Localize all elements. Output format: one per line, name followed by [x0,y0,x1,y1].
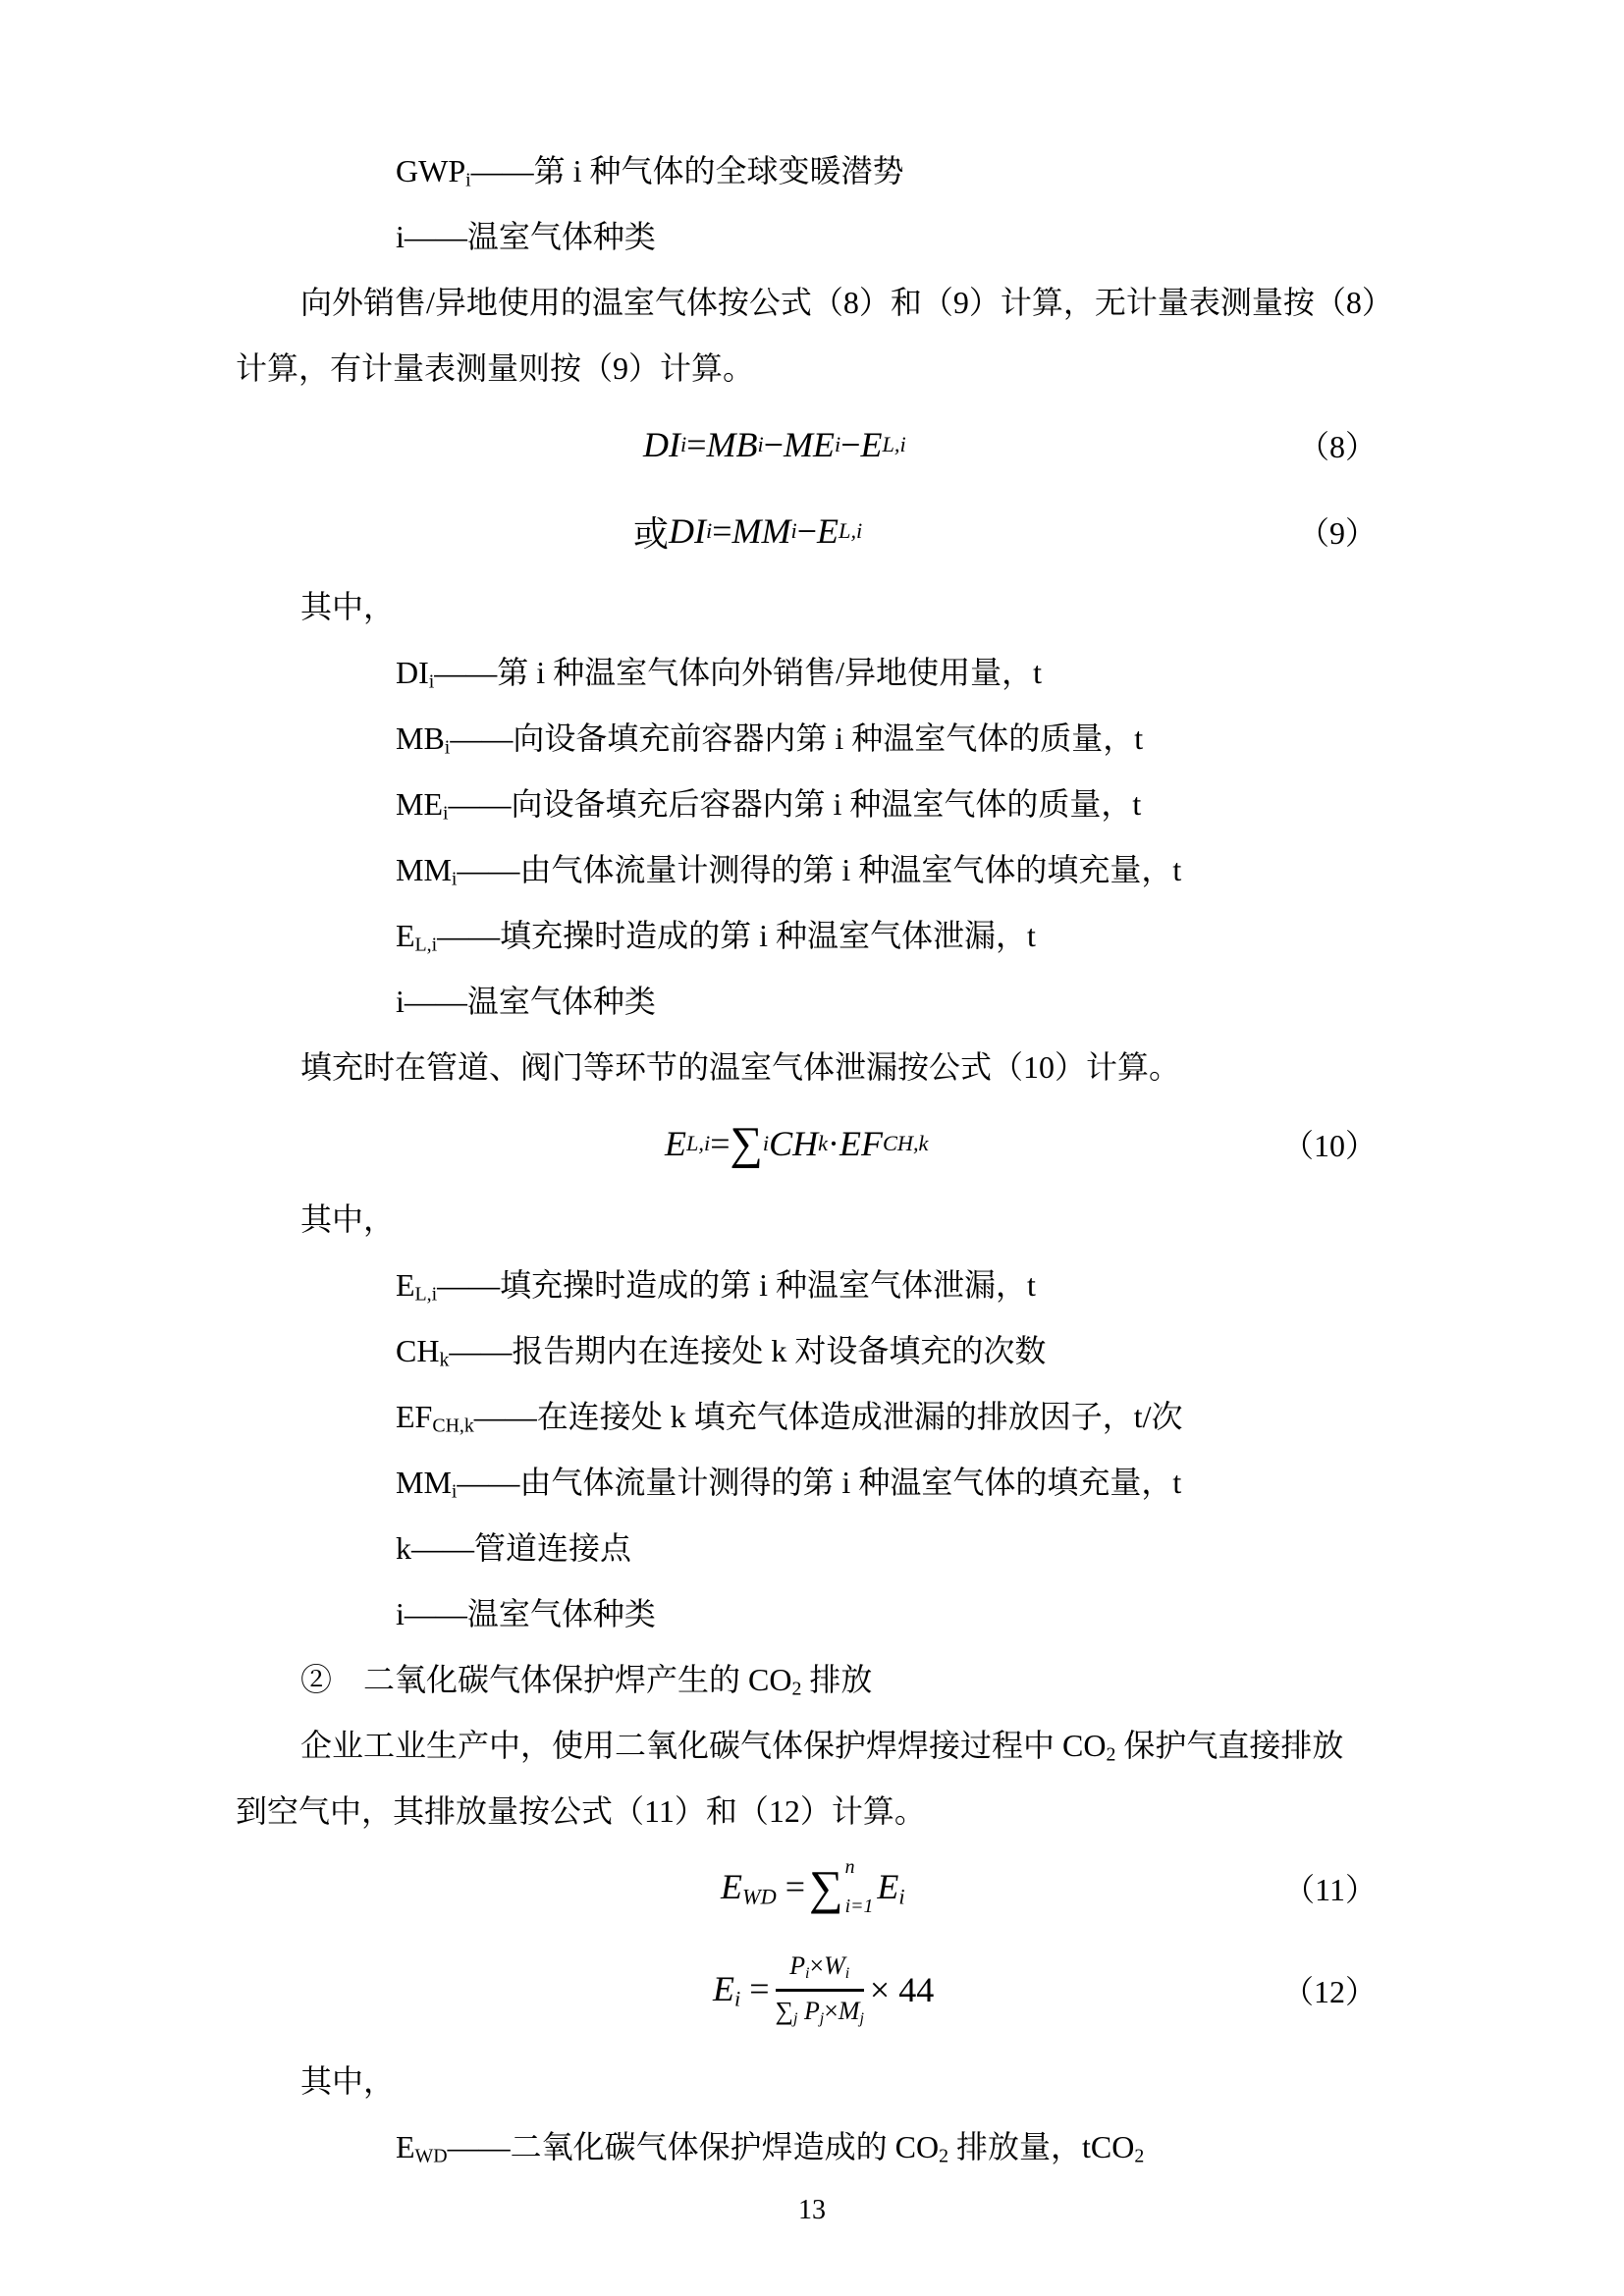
formula-9 [236,488,1388,574]
formula-11-lhs: EWD = [721,1866,806,1909]
document-content [236,138,1393,2180]
definition-line-di: $DI_i——$第 i 种温室气体向外销售/异地使用量，t [396,655,1042,693]
formula-12 [236,1931,1388,2049]
paragraph-line: 企业工业生产中，使用二氧化碳气体保护焊焊接过程中 $CO_2$ 保护气直接排放 [300,1728,1344,1766]
sum-lower-limit: i=1 [844,1895,874,1917]
formula-11 [236,1844,1388,1931]
definition-line-el: $E_{L,i}——$填充操时造成的第 i 种温室气体泄漏，t [396,918,1036,956]
definition-line-ch: $CH_k——$报告期内在连接处 k 对设备填充的次数 [396,1333,1047,1371]
equation-number-9: （9） [1297,515,1377,551]
definition-line-i: i——温室气体种类 [396,1596,656,1631]
formula-8-body: DI i = MB i − ME i − E L,i [643,425,906,464]
formula-12-body [713,1950,934,2028]
sum-upper-limit: n [844,1856,855,1879]
formula-12-tail: × 44 [869,1970,935,2009]
fraction-denominator: ∑j Pj×Mj [775,1996,864,2027]
paragraph-line: 向外销售/异地使用的温室气体按公式（8）和（9）计算，无计量表测量按（8） [300,285,1393,320]
definition-line-i: i——温室气体种类 [396,219,656,254]
definition-line-gwp: $GWP_i——$第 i 种气体的全球变暖潜势 [396,153,904,191]
formula-11-rhs: Ei [877,1866,905,1909]
equation-number-10: （10） [1281,1128,1377,1163]
list-item-2-heading: ② 二氧化碳气体保护焊产生的 $CO_2$ 排放 [300,1662,873,1700]
definition-line-me: $ME_i——$向设备填充后容器内第 i 种温室气体的质量，t [396,786,1142,825]
formula-10-body: E L,i = ∑ i CH k · EF CH,k [665,1117,929,1169]
where-label: 其中， [300,1201,396,1237]
paragraph-line: 计算，有计量表测量则按（9）计算。 [236,350,755,386]
formula-9-body: 或 DI i = MM i − E L,i [633,511,863,554]
definition-line-mm: $MM_i——$由气体流量计测得的第 i 种温室气体的填充量，t [396,852,1182,890]
equation-number-12: （12） [1281,1974,1377,2009]
equation-number-11: （11） [1283,1872,1377,1907]
where-label: 其中， [300,2063,396,2099]
definition-line-mm: $MM_i——$由气体流量计测得的第 i 种温室气体的填充量，t [396,1465,1182,1503]
formula-11-body [721,1858,905,1916]
where-label: 其中， [300,589,396,624]
definition-line-el: $E_{L,i}——$填充操时造成的第 i 种温室气体泄漏，t [396,1267,1036,1306]
equation-number-8: （8） [1297,429,1377,464]
formula-10 [236,1100,1388,1187]
formula-8 [236,401,1388,488]
definition-line-k: k——管道连接点 [396,1530,632,1566]
paragraph-line: 到空气中，其排放量按公式（11）和（12）计算。 [236,1793,926,1829]
page-number: 13 [798,2195,826,2225]
fraction-numerator: Pi×Wi [776,1950,864,1991]
definition-line-mb: $MB_i——$向设备填充前容器内第 i 种温室气体的质量，t [396,721,1144,759]
definition-line-ewd: $E_{WD}——$二氧化碳气体保护焊造成的 $CO_2$ 排放量，tCO$_2$ [396,2129,1145,2167]
definition-line-i: i——温室气体种类 [396,984,656,1019]
fraction [776,1950,864,2028]
definition-line-ef: $EF_{CH,k}——$在连接处 k 填充气体造成泄漏的排放因子，t/次 [396,1399,1183,1437]
paragraph-line: 填充时在管道、阀门等环节的温室气体泄漏按公式（10）计算。 [300,1049,1181,1085]
summation-symbol: ∑ n i=1 [809,1856,874,1917]
formula-12-lhs: Ei = [713,1968,770,2011]
